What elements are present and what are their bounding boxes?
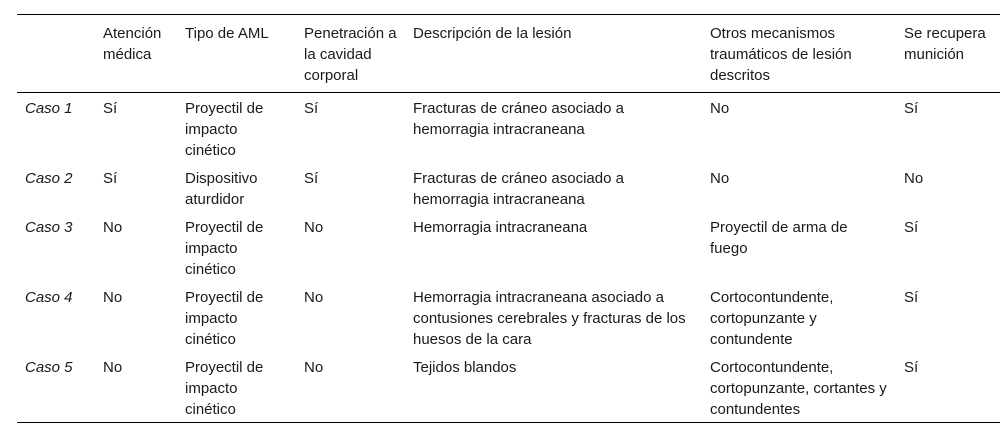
other-mechanisms-cell: No (710, 170, 730, 187)
header-cell-medical-attention: Atención médica (103, 25, 162, 63)
injury-table-container (17, 14, 1000, 423)
medical-attention-cell: No (103, 219, 123, 236)
table-row (17, 93, 1000, 164)
case-label: Caso 2 (25, 170, 73, 187)
case-label: Caso 4 (25, 289, 73, 306)
header-cell-case (17, 15, 95, 93)
ammunition-recovered-cell: No (904, 170, 924, 187)
medical-attention-cell: No (103, 359, 123, 376)
other-mechanisms-cell: Cortocontundente, cortopunzante y contundente (710, 289, 834, 348)
header-cell-penetration: Penetración a la cavidad corporal (304, 25, 397, 84)
injury-description-cell: Hemorragia intracraneana asociado a contusiones cerebrales y fracturas de los huesos de la cara (413, 289, 686, 348)
ammunition-recovered-cell: Sí (904, 359, 919, 376)
table-row (17, 212, 1000, 282)
case-label: Caso 1 (25, 100, 73, 117)
aml-type-cell: Dispositivo aturdidor (185, 170, 258, 208)
injury-description-cell: Tejidos blandos (413, 359, 517, 376)
other-mechanisms-cell: Proyectil de arma de fuego (710, 219, 848, 257)
penetration-cell: No (304, 289, 324, 306)
medical-attention-cell: Sí (103, 100, 118, 117)
aml-type-cell: Proyectil de impacto cinético (185, 100, 264, 159)
ammunition-recovered-cell: Sí (904, 289, 919, 306)
medical-attention-cell: Sí (103, 170, 118, 187)
ammunition-recovered-cell: Sí (904, 100, 919, 117)
injury-description-cell: Fracturas de cráneo asociado a hemorragia intracraneana (413, 170, 624, 208)
penetration-cell: No (304, 359, 324, 376)
medical-attention-cell: No (103, 289, 123, 306)
case-label: Caso 3 (25, 219, 73, 236)
penetration-cell: Sí (304, 100, 319, 117)
table-row (17, 352, 1000, 423)
header-cell-aml-type: Tipo de AML (185, 25, 269, 42)
other-mechanisms-cell: No (710, 100, 730, 117)
header-row (17, 15, 1000, 93)
table-row (17, 163, 1000, 212)
header-cell-ammunition-recovered: Se recupera munición (904, 25, 986, 63)
table-body (17, 93, 1000, 423)
aml-type-cell: Proyectil de impacto cinético (185, 359, 264, 418)
aml-type-cell: Proyectil de impacto cinético (185, 219, 264, 278)
injury-description-cell: Fracturas de cráneo asociado a hemorragia intracraneana (413, 100, 624, 138)
injury-cases-table (17, 14, 1000, 423)
header-cell-other-mechanisms: Otros mecanismos traumáticos de lesión descritos (710, 25, 852, 84)
header-cell-injury-description: Descripción de la lesión (413, 25, 572, 42)
injury-description-cell: Hemorragia intracraneana (413, 219, 588, 236)
other-mechanisms-cell: Cortocontundente, cortopunzante, cortantes y contundentes (710, 359, 887, 418)
aml-type-cell: Proyectil de impacto cinético (185, 289, 264, 348)
table-row (17, 282, 1000, 352)
penetration-cell: Sí (304, 170, 319, 187)
case-label: Caso 5 (25, 359, 73, 376)
ammunition-recovered-cell: Sí (904, 219, 919, 236)
penetration-cell: No (304, 219, 324, 236)
table-header (17, 15, 1000, 93)
